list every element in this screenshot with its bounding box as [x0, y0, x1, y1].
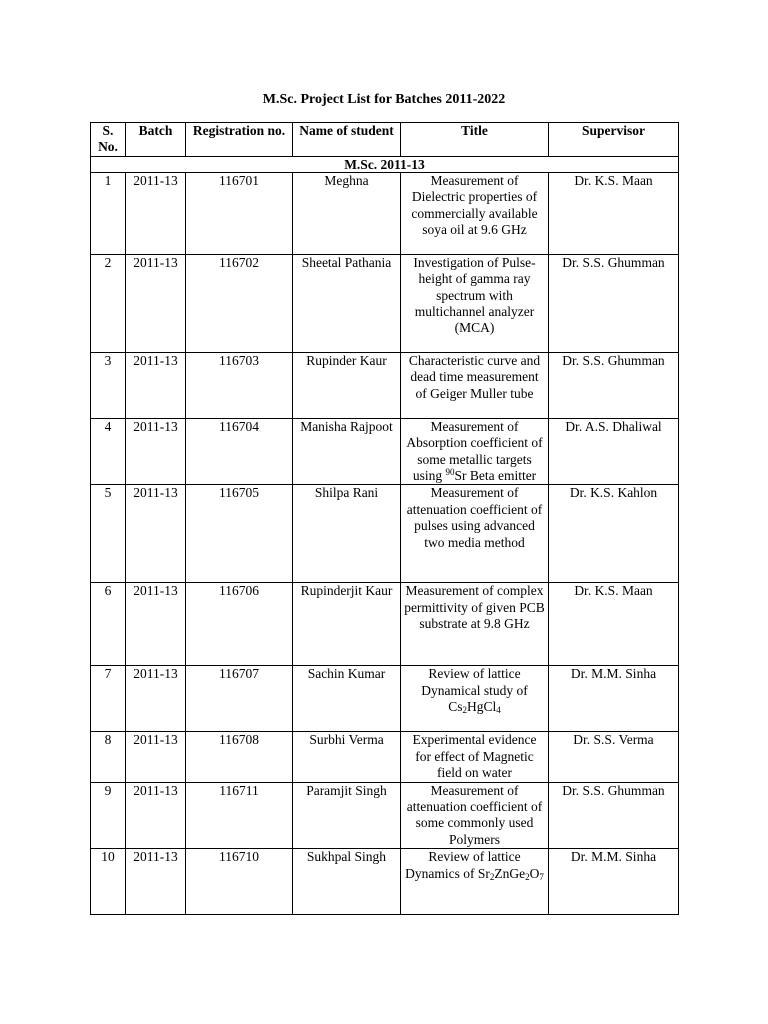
project-table [90, 122, 679, 915]
cell-batch: 2011-13 [126, 254, 186, 352]
cell-registration: 116704 [186, 418, 293, 485]
cell-student-name: Rupinderjit Kaur [293, 583, 401, 666]
section-label: M.Sc. 2011-13 [91, 156, 679, 172]
column-header-registration: Registration no. [186, 123, 293, 157]
title-text-segment: Measurement of Absorption coefficient of some metallic targets using [406, 418, 543, 484]
cell-title [401, 352, 549, 418]
title-text-segment: Experimental evidence for effect of Magnetic field on water [412, 732, 537, 781]
section-header-row [91, 156, 679, 172]
cell-supervisor: Dr. K.S. Kahlon [549, 485, 679, 583]
table-row [91, 485, 679, 583]
title-text-segment: Measurement of attenuation coefficient of pulses using advanced two media method [406, 485, 543, 550]
title-text-segment: O [529, 865, 540, 881]
cell-title [401, 849, 549, 915]
cell-title [401, 782, 549, 849]
cell-title [401, 732, 549, 782]
cell-supervisor: Dr. M.M. Sinha [549, 666, 679, 732]
cell-supervisor: Dr. S.S. Ghumman [549, 782, 679, 849]
cell-title [401, 418, 549, 485]
table-row [91, 782, 679, 849]
title-text-segment: ZnGe [494, 865, 526, 881]
title-text-segment: Measurement of complex permittivity of given PCB substrate at 9.8 GHz [404, 583, 545, 632]
title-text-segment: 7 [539, 871, 544, 882]
cell-registration: 116710 [186, 849, 293, 915]
column-header-title: Title [401, 123, 549, 157]
cell-batch: 2011-13 [126, 666, 186, 732]
cell-sno: 5 [91, 485, 126, 583]
cell-batch: 2011-13 [126, 849, 186, 915]
cell-registration: 116703 [186, 352, 293, 418]
cell-sno: 10 [91, 849, 126, 915]
cell-sno: 9 [91, 782, 126, 849]
table-row [91, 418, 679, 485]
cell-student-name: Rupinder Kaur [293, 352, 401, 418]
cell-sno: 4 [91, 418, 126, 485]
cell-sno: 8 [91, 732, 126, 782]
title-text-segment: 2 [462, 705, 467, 716]
cell-batch: 2011-13 [126, 485, 186, 583]
cell-sno: 6 [91, 583, 126, 666]
cell-registration: 116701 [186, 172, 293, 254]
table-header-row [91, 123, 679, 157]
table-row [91, 172, 679, 254]
cell-supervisor: Dr. K.S. Maan [549, 172, 679, 254]
cell-registration: 116708 [186, 732, 293, 782]
column-header-batch: Batch [126, 123, 186, 157]
cell-supervisor: Dr. M.M. Sinha [549, 849, 679, 915]
cell-student-name: Shilpa Rani [293, 485, 401, 583]
title-text-segment: Review of lattice Dynamical study of Cs [421, 666, 528, 715]
table-row [91, 352, 679, 418]
cell-supervisor: Dr. S.S. Ghumman [549, 254, 679, 352]
cell-supervisor: Dr. S.S. Verma [549, 732, 679, 782]
cell-batch: 2011-13 [126, 418, 186, 485]
title-text-segment: 2 [489, 871, 495, 882]
cell-student-name: Surbhi Verma [293, 732, 401, 782]
cell-sno: 3 [91, 352, 126, 418]
table-row [91, 732, 679, 782]
cell-student-name: Paramjit Singh [293, 782, 401, 849]
title-text-segment: HgCl [467, 699, 497, 715]
table-row [91, 254, 679, 352]
title-text-segment: Review of lattice Dynamics of Sr [405, 849, 521, 881]
cell-title [401, 583, 549, 666]
cell-sno: 2 [91, 254, 126, 352]
title-text-segment: Measurement of attenuation coefficient of some commonly used Polymers [406, 782, 543, 847]
cell-batch: 2011-13 [126, 782, 186, 849]
cell-batch: 2011-13 [126, 352, 186, 418]
column-header-supervisor: Supervisor [549, 123, 679, 157]
title-text-segment: Investigation of Pulse-height of gamma ray spectrum with multichannel analyzer (MCA) [413, 254, 536, 336]
cell-student-name: Sheetal Pathania [293, 254, 401, 352]
cell-registration: 116706 [186, 583, 293, 666]
cell-student-name: Sukhpal Singh [293, 849, 401, 915]
cell-title [401, 172, 549, 254]
table-row [91, 583, 679, 666]
cell-batch: 2011-13 [126, 172, 186, 254]
cell-student-name: Sachin Kumar [293, 666, 401, 732]
cell-registration: 116707 [186, 666, 293, 732]
table-row [91, 849, 679, 915]
cell-registration: 116705 [186, 485, 293, 583]
cell-registration: 116702 [186, 254, 293, 352]
cell-sno: 1 [91, 172, 126, 254]
cell-student-name: Manisha Rajpoot [293, 418, 401, 485]
table-row [91, 666, 679, 732]
title-text-segment: Measurement of Dielectric properties of commercially available soya oil at 9.6 GHz [411, 172, 538, 238]
cell-supervisor: Dr. K.S. Maan [549, 583, 679, 666]
cell-title [401, 666, 549, 732]
document-title: M.Sc. Project List for Batches 2011-2022 [262, 92, 506, 107]
column-header-sno: S. No. [91, 123, 126, 157]
title-text-segment: 4 [496, 705, 501, 716]
cell-batch: 2011-13 [126, 583, 186, 666]
cell-registration: 116711 [186, 782, 293, 849]
title-text-segment: Sr Beta emitter [454, 468, 537, 484]
cell-sno: 7 [91, 666, 126, 732]
column-header-student-name: Name of student [293, 123, 401, 157]
cell-student-name: Meghna [293, 172, 401, 254]
title-text-segment: Characteristic curve and dead time measurement of Geiger Muller tube [408, 352, 541, 401]
cell-supervisor: Dr. S.S. Ghumman [549, 352, 679, 418]
title-text-segment: 90 [445, 467, 455, 478]
cell-batch: 2011-13 [126, 732, 186, 782]
table-body [91, 156, 679, 914]
cell-supervisor: Dr. A.S. Dhaliwal [549, 418, 679, 485]
cell-title [401, 254, 549, 352]
title-text-segment: 2 [525, 871, 530, 882]
cell-title [401, 485, 549, 583]
